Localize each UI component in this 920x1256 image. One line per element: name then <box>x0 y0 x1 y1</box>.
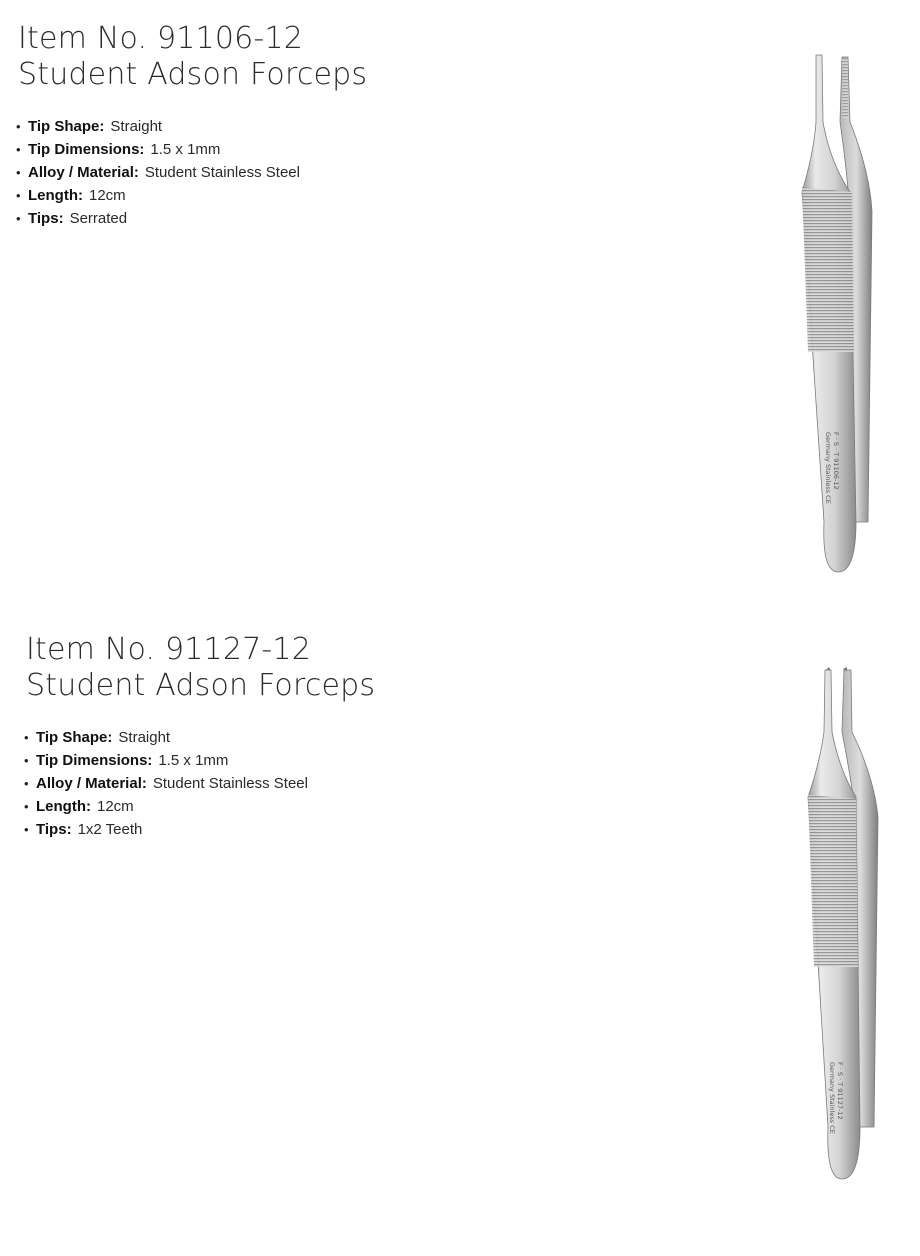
item-number: Item No. 91127-12 <box>26 632 312 667</box>
spec-length <box>16 184 300 207</box>
spec-label: Tips: <box>28 210 64 227</box>
spec-label: Tip Dimensions: <box>36 752 153 769</box>
product-name: Student Adson Forceps <box>26 668 376 703</box>
spec-value: 1.5 x 1mm <box>150 141 221 158</box>
spec-label: Tips: <box>36 821 72 838</box>
product-title <box>18 21 367 93</box>
bullet-icon: • <box>24 776 29 791</box>
spec-tip-dimensions <box>24 749 308 772</box>
spec-value: 12cm <box>96 798 134 815</box>
engraving-line2: Germany Stainless CE <box>828 1062 836 1134</box>
bullet-icon: • <box>16 119 21 134</box>
bullet-icon: • <box>16 165 21 180</box>
spec-label: Alloy / Material: <box>36 775 147 792</box>
bullet-icon: • <box>16 188 21 203</box>
bullet-icon: • <box>24 730 29 745</box>
spec-tip-shape <box>16 115 300 138</box>
spec-label: Alloy / Material: <box>28 164 139 181</box>
engraving-line1: F · S · T 91106-12 <box>832 432 840 490</box>
spec-tips <box>24 818 308 841</box>
spec-value: Student Stainless Steel <box>144 164 300 181</box>
spec-value: Straight <box>110 118 163 135</box>
item-number: Item No. 91106-12 <box>18 21 304 56</box>
spec-label: Tip Dimensions: <box>28 141 145 158</box>
spec-list <box>16 115 300 230</box>
spec-label: Length: <box>28 187 83 204</box>
spec-value: 12cm <box>88 187 126 204</box>
spec-material <box>16 161 300 184</box>
spec-tip-shape <box>24 726 308 749</box>
spec-value: 1.5 x 1mm <box>158 752 229 769</box>
spec-value: Student Stainless Steel <box>152 775 308 792</box>
engraving-line2: Germany Stainless CE <box>824 432 832 504</box>
bullet-icon: • <box>16 142 21 157</box>
spec-tips <box>16 207 300 230</box>
forceps-teeth-image <box>798 667 898 1187</box>
spec-length <box>24 795 308 818</box>
bullet-icon: • <box>16 211 21 226</box>
product-name: Student Adson Forceps <box>18 57 368 92</box>
spec-label: Tip Shape: <box>36 729 113 746</box>
spec-label: Tip Shape: <box>28 118 105 135</box>
bullet-icon: • <box>24 753 29 768</box>
bullet-icon: • <box>24 799 29 814</box>
spec-value: 1x2 Teeth <box>77 821 143 838</box>
product-91127-12 <box>0 611 920 1256</box>
spec-material <box>24 772 308 795</box>
engraving-line1: F · S · T 91127-12 <box>836 1062 844 1120</box>
bullet-icon: • <box>24 822 29 837</box>
spec-value: Straight <box>118 729 171 746</box>
spec-label: Length: <box>36 798 91 815</box>
spec-tip-dimensions <box>16 138 300 161</box>
forceps-serrated-image <box>790 52 890 577</box>
spec-value: Serrated <box>69 210 128 227</box>
product-91106-12 <box>0 0 920 610</box>
product-title <box>26 632 375 704</box>
spec-list <box>24 726 308 841</box>
